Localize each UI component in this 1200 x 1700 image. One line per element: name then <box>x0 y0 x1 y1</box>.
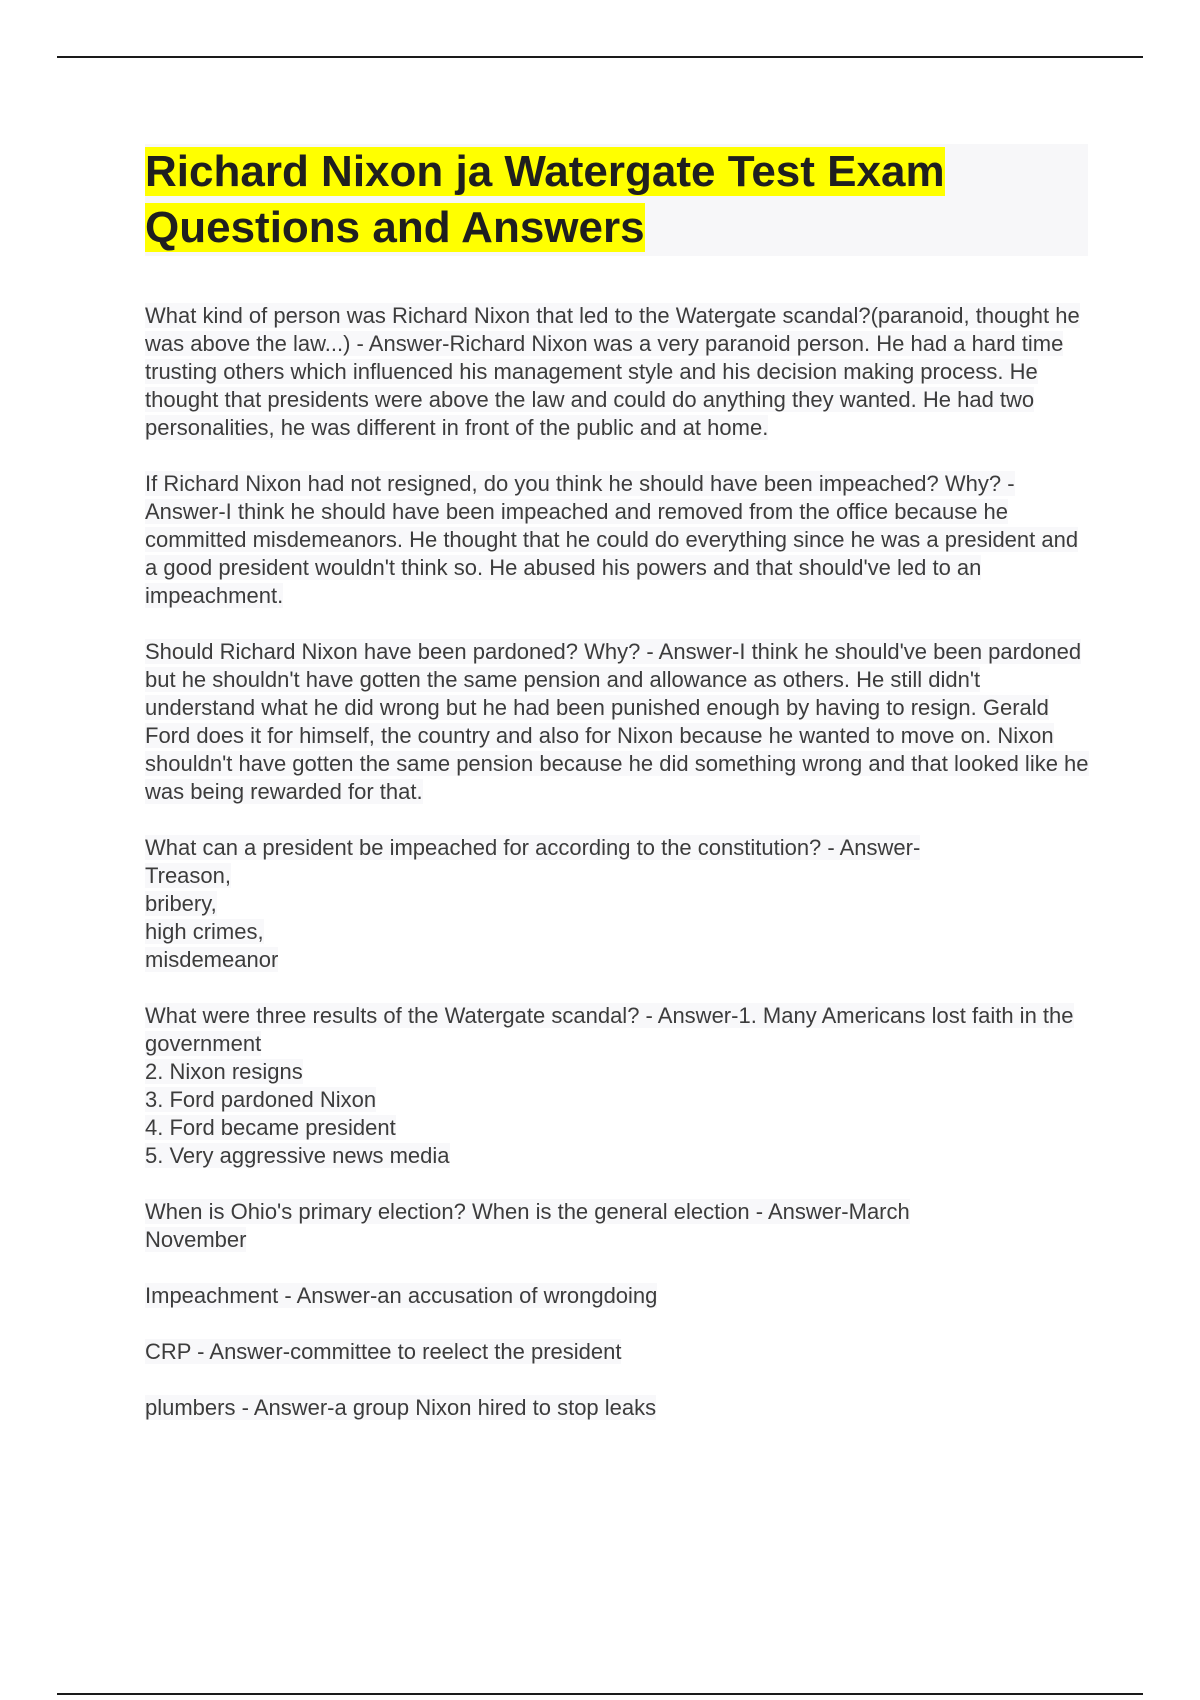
qa-item <box>145 302 1090 442</box>
qa-item-text: When is Ohio's primary election? When is the general election - Answer-March November <box>145 1199 910 1252</box>
qa-item-text: If Richard Nixon had not resigned, do you think he should have been impeached? Why? - Answer-I think he should have been impeached and removed from the office because he committed misdemeanors. He thought that he could do everything since he was a president and a good president wouldn't think so. He abused his powers and that should've led to an impeachment. <box>145 471 1079 608</box>
qa-item <box>145 1338 1090 1366</box>
qa-item <box>145 638 1090 806</box>
title-highlight: Richard Nixon ja Watergate Test Exam Questions and Answers <box>145 147 945 252</box>
qa-list <box>145 302 1090 1450</box>
qa-item-text: Impeachment - Answer-an accusation of wrongdoing <box>145 1283 658 1308</box>
title-block <box>145 144 1088 256</box>
qa-item-text: What kind of person was Richard Nixon that led to the Watergate scandal?(paranoid, thought he was above the law...) - Answer-Richard Nixon was a very paranoid person. He had a hard time trusting others which influenced his management style and his decision making process. He thought that presidents were above the law and could do anything they wanted. He had two personalities, he was different in front of the public and at home. <box>145 303 1080 440</box>
top-rule <box>57 56 1143 58</box>
qa-item-text: CRP - Answer-committee to reelect the president <box>145 1339 622 1364</box>
qa-item-text: What were three results of the Watergate scandal? - Answer-1. Many Americans lost faith in the government 2. Nixon resigns 3. Ford pardoned Nixon 4. Ford became president 5. Very aggressive news media <box>145 1003 1074 1168</box>
qa-item-text: plumbers - Answer-a group Nixon hired to stop leaks <box>145 1395 657 1420</box>
qa-item <box>145 1282 1090 1310</box>
qa-item <box>145 834 1090 974</box>
qa-item <box>145 1002 1090 1170</box>
qa-item-text: What can a president be impeached for according to the constitution? - Answer- Treason, bribery, high crimes, misdemeanor <box>145 835 921 972</box>
page-title <box>145 144 1088 256</box>
qa-item <box>145 470 1090 610</box>
qa-item-text: Should Richard Nixon have been pardoned? Why? - Answer-I think he should've been pardoned but he shouldn't have gotten the same pension and allowance as others. He still didn't understand what he did wrong but he had been punished enough by having to resign. Gerald Ford does it for himself, the country and also for Nixon because he wanted to move on. Nixon shouldn't have gotten the same pension because he did something wrong and that looked like he was being rewarded for that. <box>145 639 1089 804</box>
bottom-rule <box>57 1693 1143 1695</box>
qa-item <box>145 1198 1090 1254</box>
qa-item <box>145 1394 1090 1422</box>
